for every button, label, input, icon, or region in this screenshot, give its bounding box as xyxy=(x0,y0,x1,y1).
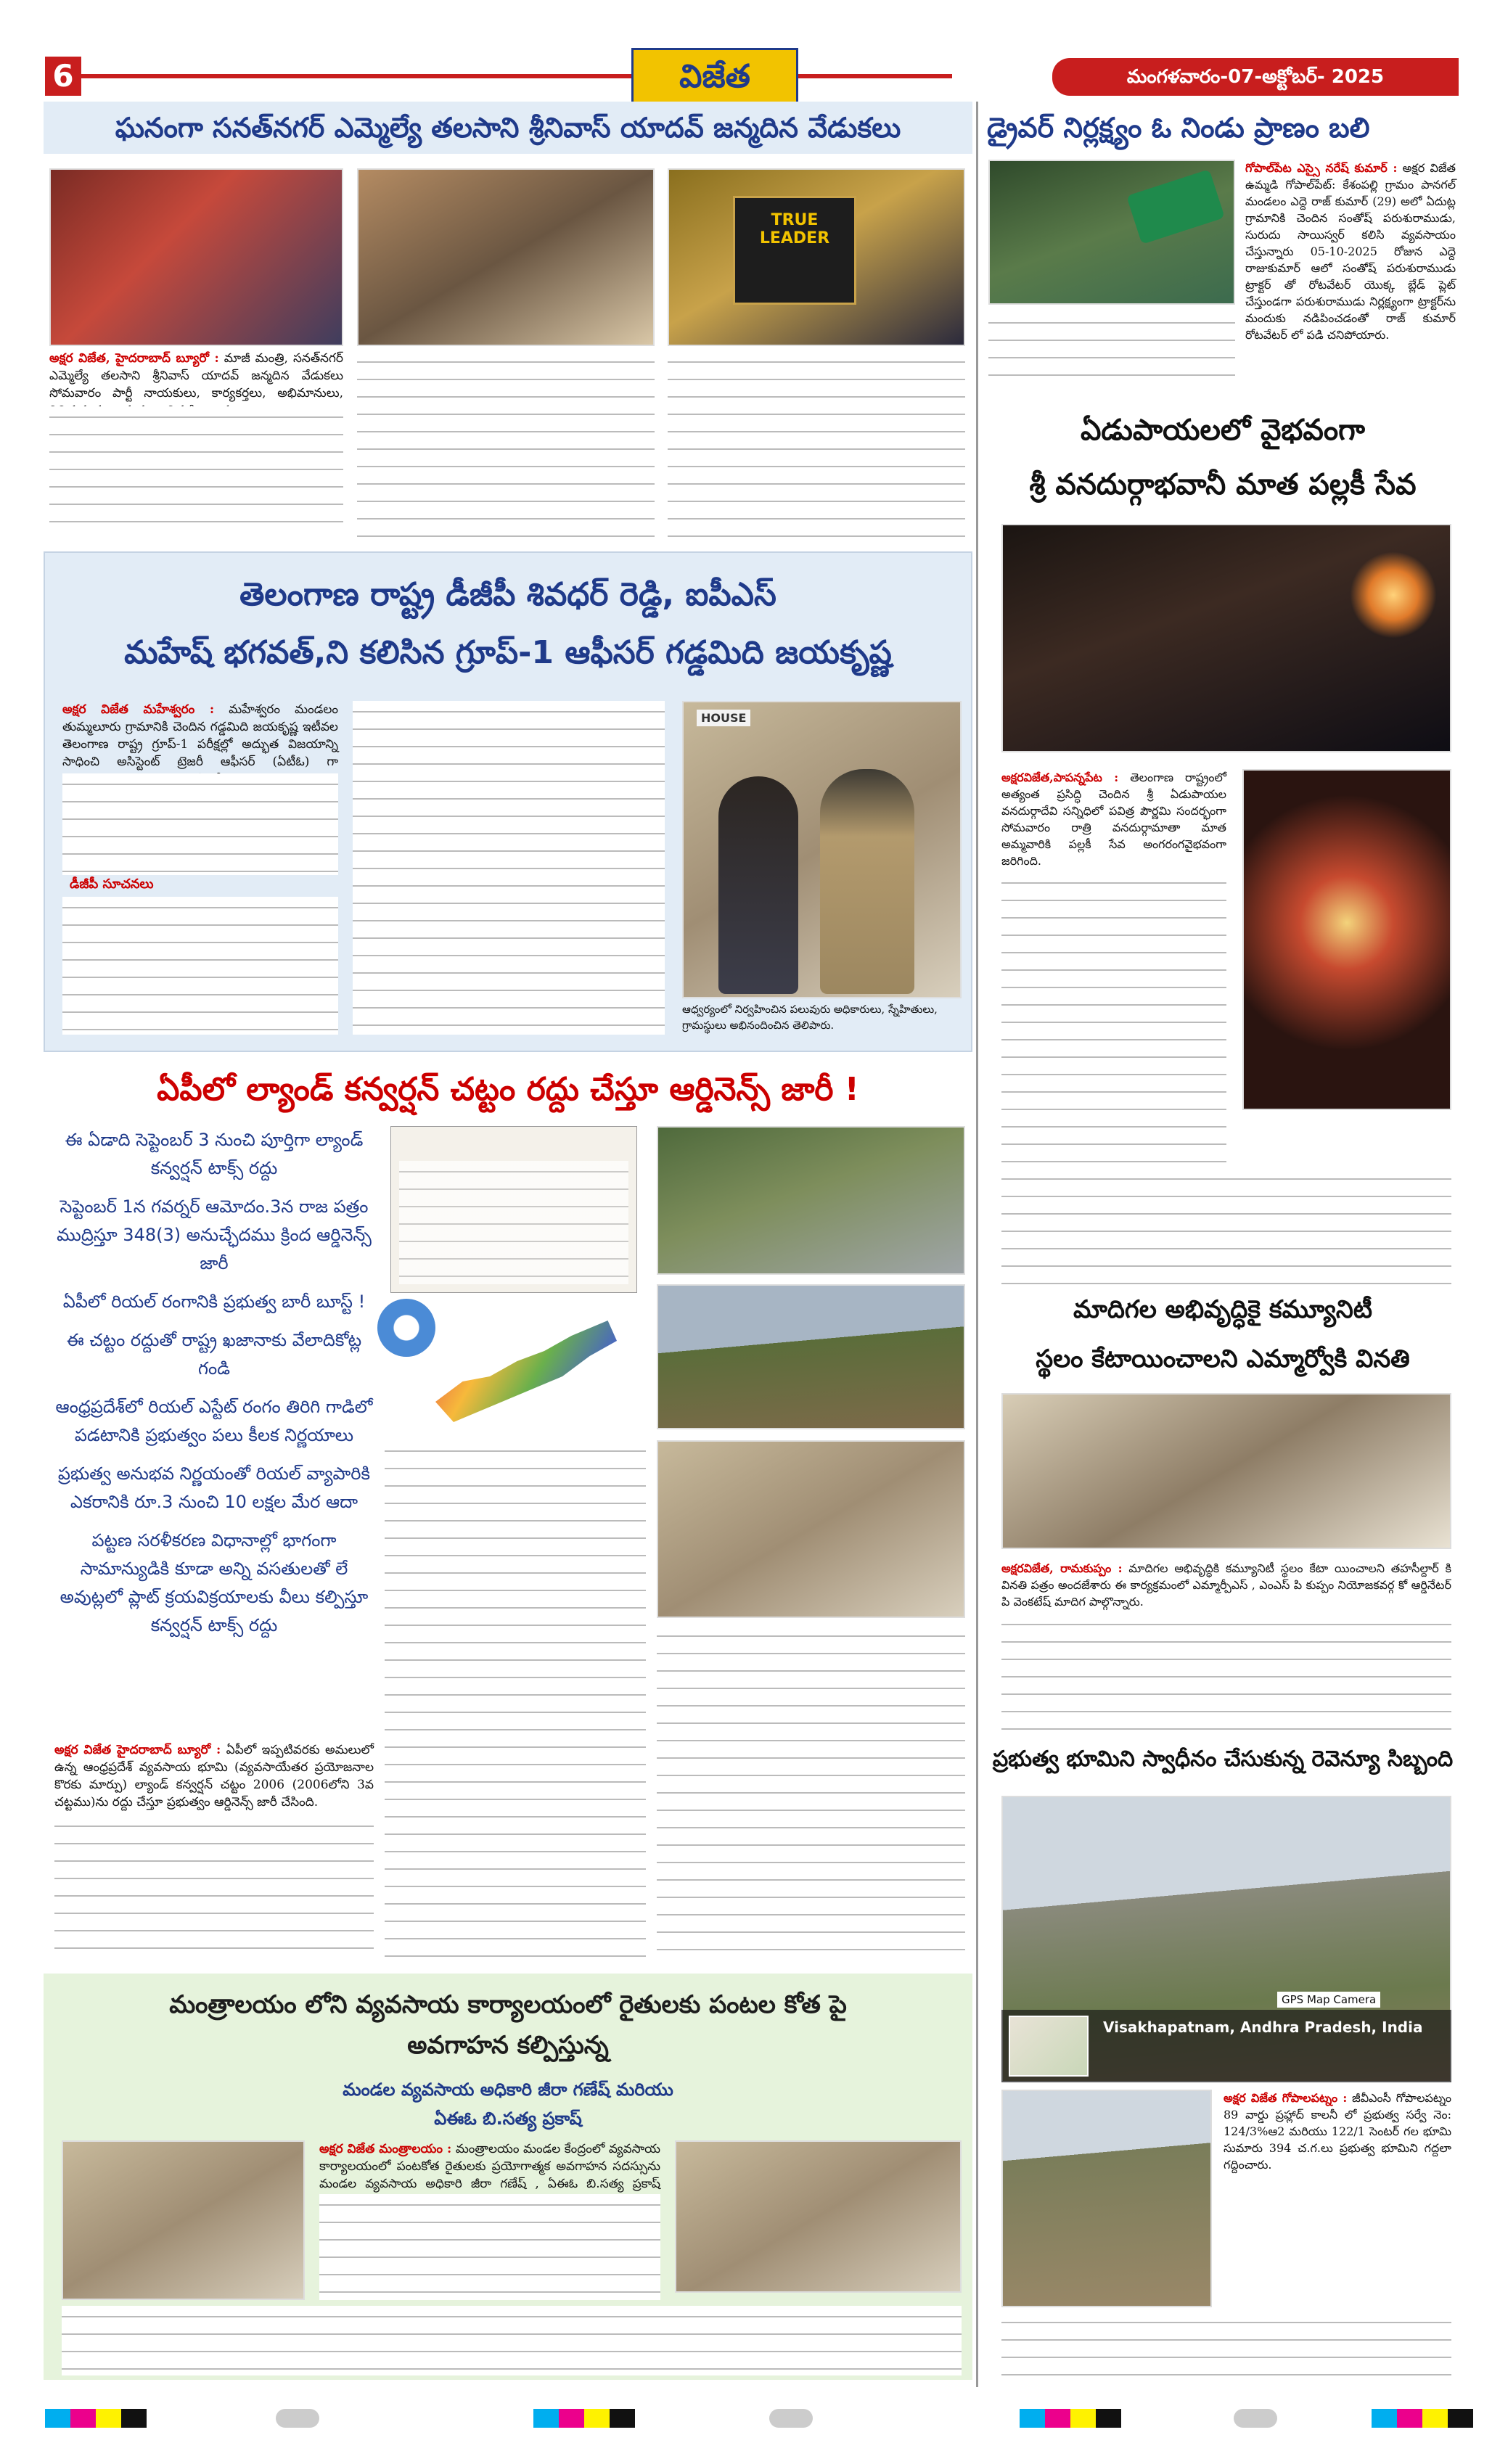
layout-photo-1 xyxy=(657,1126,965,1275)
agri-subhead-line1: మండల వ్యవసాయ అధికారి జీరా గణేష్ మరియు xyxy=(343,2079,673,2100)
land-headline: ఏపీలో ల్యాండ్ కన్వర్షన్ చట్టం రద్దు చేస్తూ ఆర్డినెన్స్ జారీ ! xyxy=(157,1071,859,1108)
agri-photo-right xyxy=(675,2140,962,2293)
land-bullet: ఈ ఏడాది సెప్టెంబర్ 3 నుంచి పూర్తిగా ల్యాండ్ కన్వర్షన్ టాక్స్ రద్దు xyxy=(65,1130,364,1178)
layout-photo-2 xyxy=(657,1284,965,1429)
driver-dateline: గోపాల్‌పేట ఎస్సై నరేష్ కుమార్ : xyxy=(1245,161,1398,175)
dgp-headline-line1: తెలంగాణ రాష్ట్ర డీజీపీ శివధర్ రెడ్డి, ఐపీఎస్ xyxy=(239,576,776,613)
dgp-subhead: డీజీపీ సూచనలు xyxy=(70,876,154,892)
revenue-headline: ప్రభుత్వ భూమిని స్వాధీనం చేసుకున్న రెవెన్యూ సిబ్బంది xyxy=(992,1746,1454,1772)
land-body-col1-rest xyxy=(54,1815,374,1959)
birthday-body-text: మాజీ మంత్రి, సనత్‌నగర్ ఎమ్మెల్యే తలసాని శ్రీనివాస్ యాదవ్ జన్మదిన వేడుకలు సోమవారం పార్టీ నాయకులు, కార్యకర్తలు, అభిమానులు, xyxy=(49,351,343,401)
agri-subhead-line2: ఏఈఓ బి.సత్య ప్రకాష్ xyxy=(434,2108,582,2129)
gazette-text-lines xyxy=(399,1161,628,1284)
madiga-body xyxy=(1001,1560,1451,1612)
birthday-headline: ఘనంగా సనత్‌నగర్ ఎమ్మెల్యే తలసాని శ్రీనివాస్ యాదవ్ జన్మదిన వేడుకలు xyxy=(115,112,901,144)
dgp-body-col1-a xyxy=(62,773,338,875)
land-bullets xyxy=(54,1126,374,1736)
revenue-body-text: జీవీఎంసీ గోపాలపట్నం 89 వార్డు ప్రహ్లాద్ కాలనీ లో ప్రభుత్వ సర్వే నెం: 124/3%ఆ2 మరియు 122/1 సెంటర్ గల భూమి సుమారు 394 చ.గ.లు ప్రభుత్వ భూమిని గద్దలా గద్దించారు. xyxy=(1224,2091,1451,2172)
dgp-body-col1-b xyxy=(62,897,338,1035)
birthday-body-col3 xyxy=(668,351,965,537)
birthday-photo-2 xyxy=(357,168,655,346)
true-leader-poster: TRUE LEADER xyxy=(733,196,856,305)
land-bullet: ఈ చట్టం రద్దుతో రాష్ట్ర ఖజానాకు వేలాదికోట్ల గండి xyxy=(66,1330,362,1379)
registration-pill-3 xyxy=(1234,2409,1277,2428)
land-body xyxy=(54,1741,374,1814)
land-bullet: ప్రభుత్వ అనుభవ నిర్ణయంతో రియల్ వ్యాపారికి ఎకరానికి రూ.3 నుంచి 10 లక్షల మేర ఆదా xyxy=(57,1463,371,1512)
land-bullet: పట్టణ సరళీకరణ విధానాల్లో భాగంగా సామాన్యుడికి కూడా అన్ని వసతులతో లే అవుట్లలో ప్లాట్ క్రయవిక్రయాలకు వీలు కల్పిస్తూ కన్వర్షన్ టాక్స్ రద్దు xyxy=(60,1530,369,1635)
ap-emblem xyxy=(377,1299,435,1357)
temple-body xyxy=(1001,769,1226,871)
gps-camera-label: GPS Map Camera xyxy=(1277,1992,1380,2008)
birthday-body-col2 xyxy=(357,351,655,537)
agri-body xyxy=(319,2140,660,2193)
office-photo xyxy=(657,1440,965,1618)
goddess-photo xyxy=(1242,769,1451,1110)
newspaper-logo: విజేత xyxy=(631,48,798,106)
driver-body-text: అక్షర విజేత ఉమ్మడి గోపాల్‌పేట్: కేశంపల్లి గ్రామం పానగల్ మండలం ఎద్దె రాజ్ కుమార్ (29) అలో ఏదుట్ల గ్రామానికి చెందిన సంతోష్ పరుశురాముడు, సురుదు సాయిస్వర్ కలిసి వ్యవసాయం చేస్తున్నారు 05-10-2025 రోజున ఎద్దె రాజుకుమార్ ఆలో సంతోష్ పరుశురాముడు ట్రాక్టర్ తో రోటవేటర్ యొక్క బ్లేడ్ ప్లెట్ చేస్తుండగా పరుశురాముడు నిర్లక్ష్యంగా ట్రాక్టర్‌ను మందుకు నడిపించడంతో రాజ్ కుమార్ రోటవేటర్ లో పడి చనిపోయారు. xyxy=(1245,161,1456,342)
land-dateline: అక్షర విజేత హైదరాబాద్ బ్యూరో : xyxy=(54,1743,221,1757)
revenue-body-rest xyxy=(1001,2312,1451,2381)
driver-headline: డ్రైవర్ నిర్లక్ష్యం ఓ నిండు ప్రాణం బలి xyxy=(987,112,1370,144)
dgp-body-col2 xyxy=(353,701,665,1035)
person-1 xyxy=(718,776,798,994)
birthday-body xyxy=(49,350,343,405)
revenue-photo-2 xyxy=(1001,2090,1212,2307)
madiga-headline-line2: స్థలం కేటాయించాలని ఎమ్మార్వోకి వినతి xyxy=(1036,1344,1410,1373)
land-body-col2 xyxy=(385,1440,646,1959)
temple-body-col-rest xyxy=(1001,872,1226,1162)
registration-pill-1 xyxy=(276,2409,319,2428)
temple-body-text: తెలంగాణ రాష్ట్రంలో అత్యంత ప్రసిద్ధి చెందిన శ్రీ ఏడుపాయల వనదుర్గాదేవి సన్నిధిలో పవిత్ర పౌర్ణమి సందర్భంగా సోమవారం రాత్రి వనదుర్గామాతా మాత అమ్మవారికి పల్లకీ సేవ అంగరంగవైభవంగా జరిగింది. xyxy=(1001,771,1227,868)
dgp-headline-line2: మహేష్ భగవత్,ని కలిసిన గ్రూప్-1 ఆఫీసర్ గడ్డమిది జయకృష్ణ xyxy=(124,634,892,671)
agri-body-bottom xyxy=(62,2306,962,2375)
color-bar-left xyxy=(45,2409,147,2428)
dgp-dateline: అక్షర విజేత మహేశ్వరం : xyxy=(62,702,215,717)
gps-place-label: Visakhapatnam, Andhra Pradesh, India xyxy=(1103,2019,1423,2036)
land-body-col3 xyxy=(657,1625,965,1959)
color-bar-right xyxy=(1020,2409,1121,2428)
agri-headline-line1: మంత్రాలయం లోని వ్యవసాయ కార్యాలయంలో రైతులకు పంటల కోత పై xyxy=(169,1990,847,2019)
temple-headline-line1: ఏడుపాయలలో వైభవంగా xyxy=(1080,414,1365,447)
birthday-dateline: అక్షర విజేత, హైదరాబాద్ బ్యూరో : xyxy=(49,351,219,366)
agri-body-text: మంత్రాలయం మండల కేంద్రంలో వ్యవసాయ కార్యాలయంలో పంటకోత రైతులకు ప్రయోగాత్మక అవగాహన సదస్సును మండల వ్యవసాయ అధికారి జీరా గణేష్ , ఏఈఓ బి.సత్య ప్రకాష్ xyxy=(319,2142,661,2191)
dgp-body-text: మహేశ్వరం మండలం తుమ్మలూరు గ్రామానికి చెందిన గడ్డమిది జయకృష్ణ ఇటీవల తెలంగాణ రాష్ట్ర గ్రూప్-1 పరీక్షల్లో అద్భుత విజయాన్ని సాధించి అసిస్టెంట్ ట్రెజరీ ఆఫీసర్ (ఏటీఓ) గా xyxy=(62,702,338,769)
revenue-dateline: అక్షర విజేత గోపాలపట్నం : xyxy=(1224,2091,1348,2105)
land-bullet: ఆంధ్రప్రదేశ్‌లో రియల్ ఎస్టేట్ రంగం తిరిగి గాడిలో పడటానికి ప్రభుత్వం పలు కీలక నిర్ణయాలు xyxy=(55,1397,373,1445)
madiga-body-text: మాదిగల అభివృద్ధికి కమ్యూనిటీ స్థలం కేటా యించాలని తహసీల్దార్ కి వినతి పత్రం అందజేశారు ఈ కార్యక్రమంలో ఎమ్మార్పీఎస్ , ఎంఎస్ పి కుప్పం నియోజకవర్గ కో ఆర్డినేటర్ పి వెంకటేష్ మాదిగ పాల్గొన్నారు. xyxy=(1001,1561,1451,1609)
birthday-photo-1 xyxy=(49,168,343,346)
birthday-body-col1-rest xyxy=(49,406,343,537)
dgp-body xyxy=(62,701,338,772)
gps-map-thumb xyxy=(1009,2016,1089,2077)
madiga-dateline: అక్షరవిజేత, రామకుప్పం : xyxy=(1001,1561,1123,1575)
dgp-sign: HOUSE xyxy=(697,710,750,726)
temple-dateline: అక్షరవిజేత,పాపన్నపేట : xyxy=(1001,771,1119,784)
masthead-rule-left xyxy=(81,74,952,78)
land-bullet: ఏపీలో రియల్ రంగానికి ప్రభుత్వ బారీ బూస్ట్ ! xyxy=(62,1291,366,1312)
column-divider xyxy=(976,102,978,2387)
temple-body-wide xyxy=(1001,1168,1451,1284)
madiga-body-rest xyxy=(1001,1614,1451,1730)
date-line: మంగళవారం-07-అక్టోబర్- 2025 xyxy=(1052,58,1459,96)
madiga-photo xyxy=(1001,1393,1451,1549)
agri-dateline: అక్షర విజేత మంత్రాలయం : xyxy=(319,2142,452,2156)
person-2-police xyxy=(820,769,914,994)
color-bar-far-right xyxy=(1372,2409,1473,2428)
color-bar-center xyxy=(533,2409,635,2428)
registration-pill-2 xyxy=(769,2409,813,2428)
dgp-photo-caption: ఆధ్వర్యంలో నిర్వహించిన పలువురు అధికారులు, స్నేహితులు, గ్రామస్థులు అభినందించిన తెలిపారు. xyxy=(682,1003,938,1032)
land-body-text: ఏపీలో ఇప్పటివరకు అమలులో ఉన్న ఆంధ్రప్రదేశ్ వ్యవసాయ భూమి (వ్యవసాయేతర ప్రయోజనాల కొరకు మార్పు) ల్యాండ్ కన్వర్షన్ చట్టం 2006 (2006లోని 3వ చట్టము)ను రద్దు చేస్తూ ప్రభుత్వం ఆర్డినెన్స్ జారీ చేసింది. xyxy=(54,1743,374,1810)
page-number: 6 xyxy=(45,57,81,96)
agri-body-rest xyxy=(319,2194,660,2300)
land-bullet: సెప్టెంబర్ 1న గవర్నర్ ఆమోదం.3న రాజ పత్రం ముద్రిస్తూ 348(3) అనుచ్ఛేదము క్రింద ఆర్డినెన్స్ జారీ xyxy=(57,1196,372,1273)
revenue-body xyxy=(1224,2090,1451,2307)
madiga-headline-line1: మాదిగల అభివృద్ధికై కమ్యూనిటీ xyxy=(1073,1295,1373,1324)
temple-headline-line2: శ్రీ వనదుర్గాభవానీ మాత పల్లకీ సేవ xyxy=(1029,468,1417,501)
torch-glow xyxy=(1350,551,1437,638)
driver-body xyxy=(1245,160,1456,377)
agri-photo-left xyxy=(62,2140,305,2300)
agri-headline-line2: అవగాహన కల్పిస్తున్న xyxy=(407,2031,609,2060)
driver-body-rest xyxy=(988,312,1235,385)
